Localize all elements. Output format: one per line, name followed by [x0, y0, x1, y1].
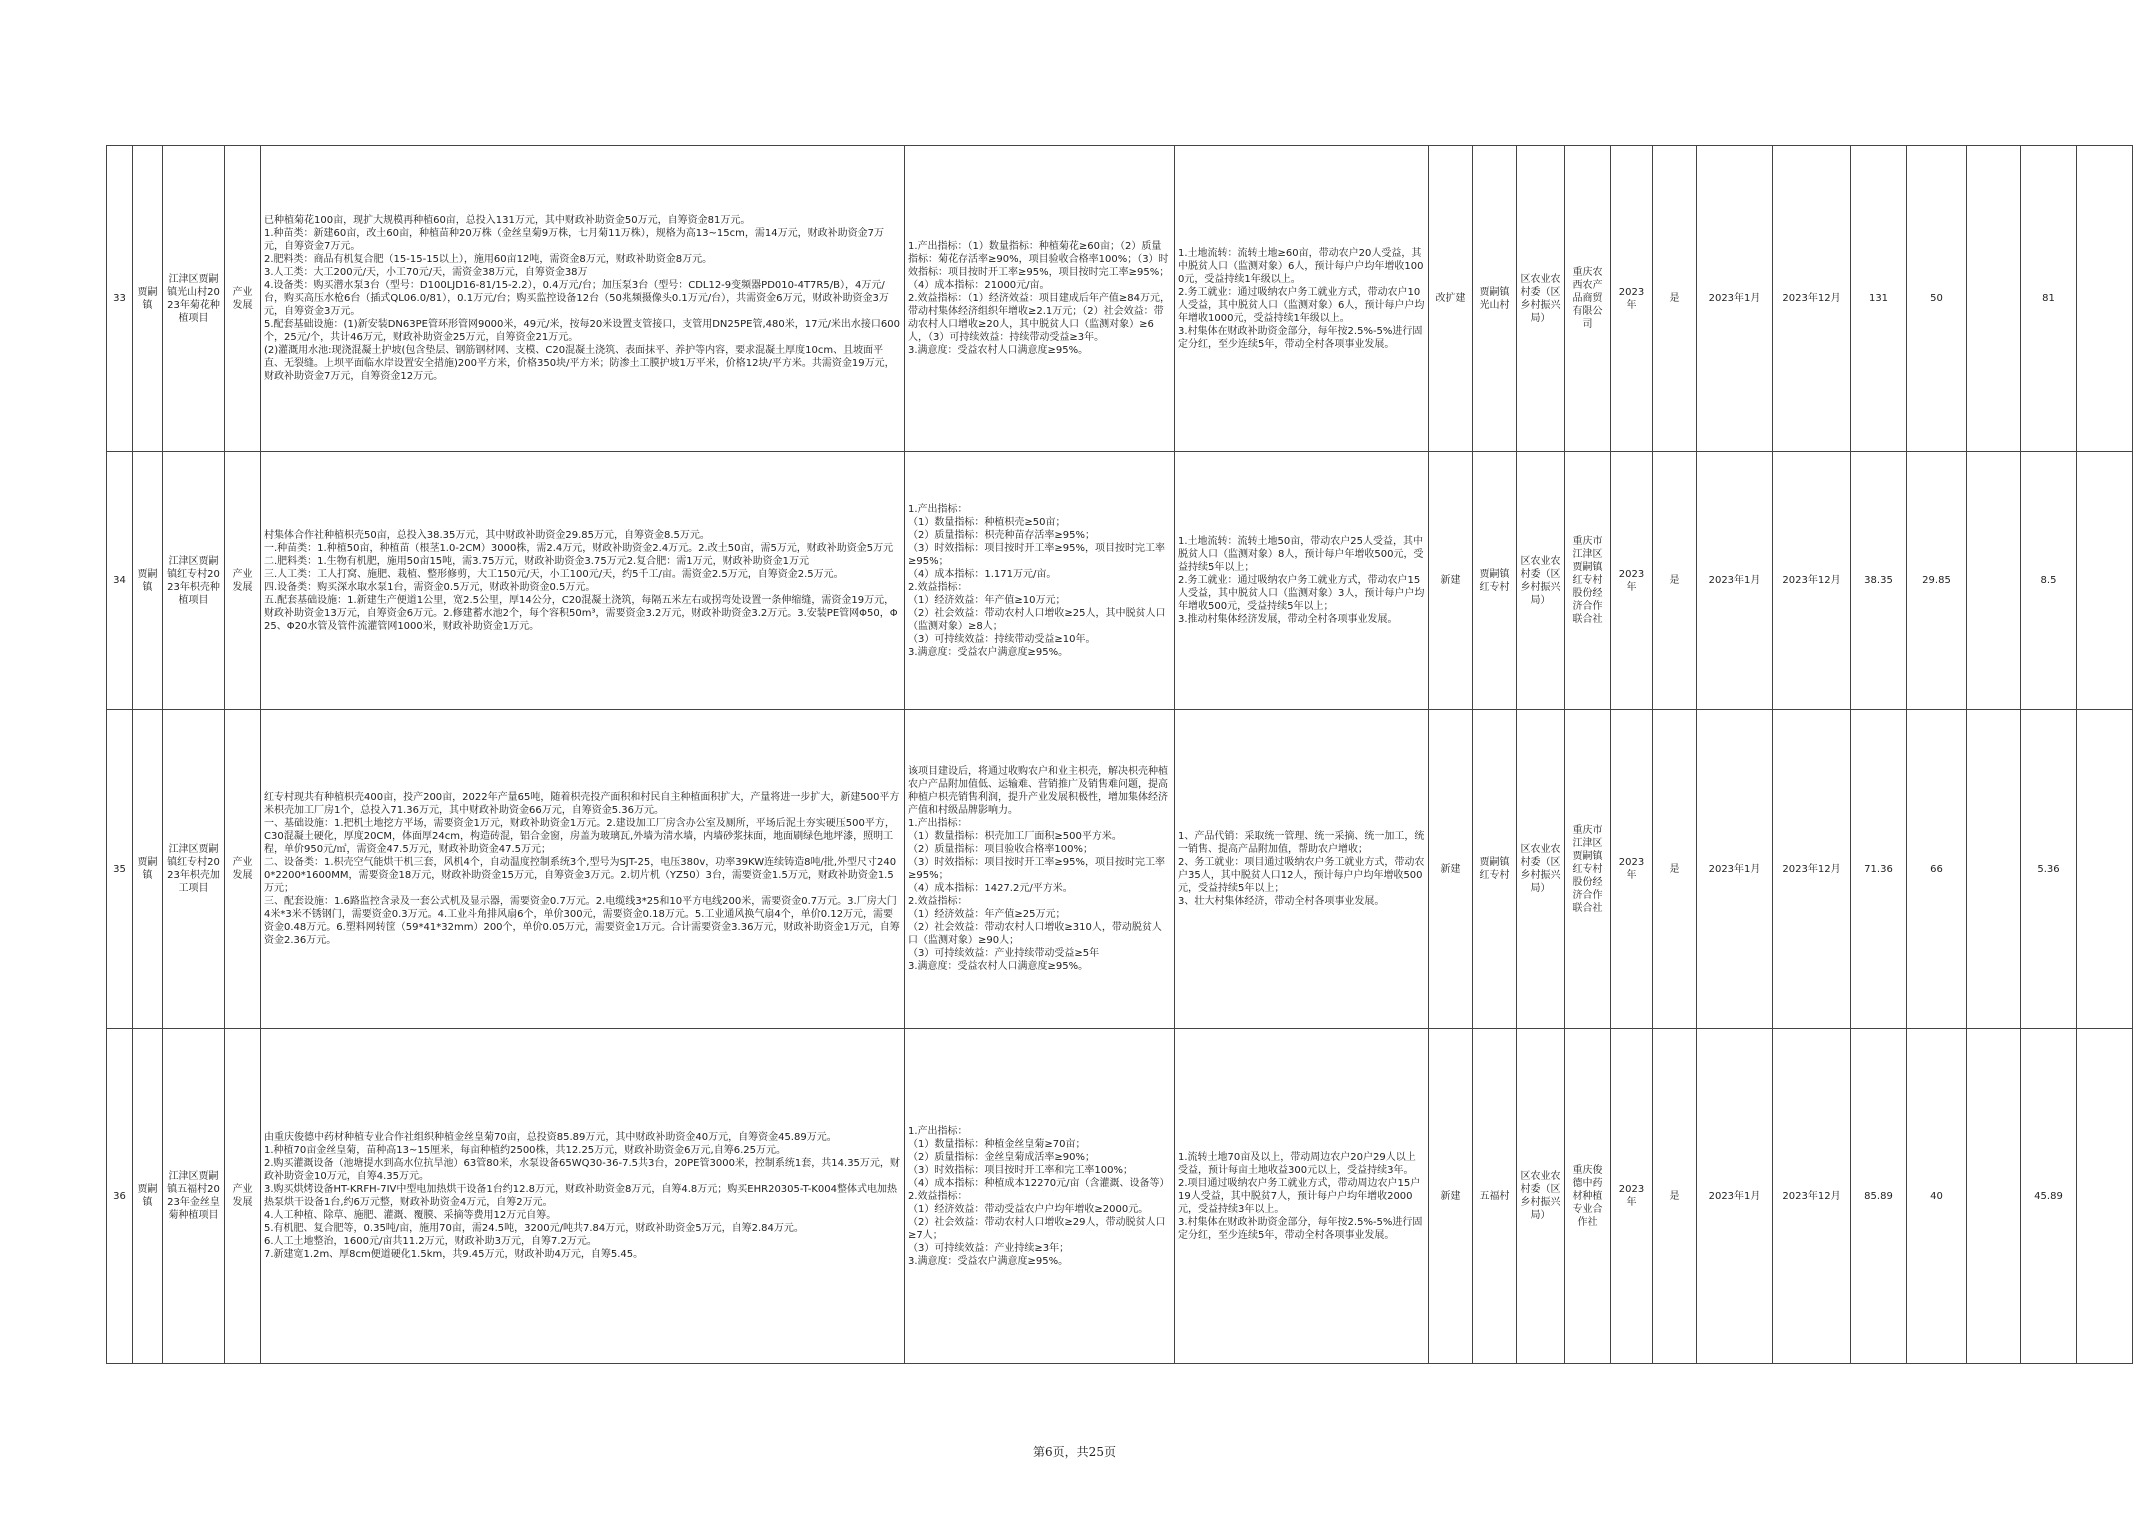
performance-target-cell: [905, 710, 1175, 1029]
project-name-cell: 江津区贾嗣镇五福村2023年金丝皇菊种植项目: [163, 1029, 225, 1364]
row-number: 35: [107, 710, 133, 1029]
table-row: [107, 710, 2133, 1029]
year-cell: 2023年: [1611, 452, 1653, 710]
town-text: 贾嗣镇: [137, 568, 158, 593]
remark-cell: [2077, 452, 2133, 710]
self-raised-cell: 45.89: [2021, 1029, 2077, 1364]
construction-content-text: 红专村现共有种植枳壳400亩，投产200亩，2022年产量65吨，随着枳壳投产面积和村民自主种植面积扩大，产量将进一步扩大，新建500平方米枳壳加工厂房1个，总投入71.36万元，其中财政补助资金66万元，自筹资金5.36万元。 一、基础设施：1.把机土地挖方平场，需要资金1万元，财政补助资金1万元。2.建设加工厂房含办公室及厕所，平场后泥土夯实硬压500平方，C30混凝土硬化，厚度20CM，体面厚24cm，构造砖混，铝合金窗，房盖为玻璃瓦,外墙为清水墙，内墙砂浆抹面，地面刷绿色地坪漆，照明工程，单价950元/㎡，需资金47.5万元，财政补助资金47.5万元； 二、设备类：1.枳壳空气能烘干机三套，风机4个，自动温度控制系统3个,型号为SJT-25，电压380v，功率39KW连续铸造8吨/批,外型尺寸2400*2200*1600MM，需要资金18万元，财政补助资金15万元，自筹资金3万元。2.切片机（YZ50）3台，需要资金1.5万元，财政补助资金1.5万元； 三、配套设施：1.6路监控含录及一套公式机及显示器，需要资金0.7万元。2.电缆线3*25和10平方电线200米，需要资金0.7万元。3.厂房大门4米*3米不锈钢门，需要资金0.3万元。4.工业斗角排风扇6个，单价300元，需要资金0.18万元。5.工业通风换气扇4个，单价0.12万元，需要资金0.48万元。6.塑料网转筐（59*41*32mm）200个，单价0.05万元，需要资金1万元。合计需要资金3.36万元，财政补助资金1万元，自筹资金2.36万元。: [264, 792, 900, 946]
row-number: 36: [107, 1029, 133, 1364]
end-date-cell: 2023年12月: [1773, 146, 1851, 452]
town-cell: [133, 1029, 163, 1364]
flag-cell: 是: [1653, 146, 1697, 452]
end-date-cell: 2023年12月: [1773, 1029, 1851, 1364]
construction-content-cell: [261, 710, 905, 1029]
owner-cell: 重庆市江津区贾嗣镇红专村股份经济合作联合社: [1565, 452, 1611, 710]
construction-nature-cell: 新建: [1429, 1029, 1473, 1364]
page-footer: 第6页，共25页: [1033, 1445, 1116, 1459]
benefit-mechanism-text: 1.土地流转：流转土地≥60亩，带动农户20人受益，其中脱贫人口（监测对象）6人，预计每户户均年增收1000元，受益持续1年级以上。 2.务工就业：通过吸纳农户务工就业方式，带动农户10人受益，其中脱贫人口（监测对象）6人，预计每户户均年增收1000元，受益持续1年级以上。 3.村集体在财政补助资金部分，每年按2.5%-5%进行固定分红，至少连续5年，带动全村各项事业发展。: [1178, 247, 1425, 350]
fiscal-fund-cell: 66: [1907, 710, 1967, 1029]
self-raised-cell: 8.5: [2021, 452, 2077, 710]
performance-target-cell: [905, 452, 1175, 710]
construction-nature-cell: 新建: [1429, 452, 1473, 710]
project-name-cell: 江津区贾嗣镇红专村2023年枳壳种植项目: [163, 452, 225, 710]
benefit-mechanism-cell: [1175, 146, 1429, 452]
construction-nature-cell: 改扩建: [1429, 146, 1473, 452]
fiscal-fund-cell: 40: [1907, 1029, 1967, 1364]
construction-content-cell: [261, 146, 905, 452]
self-raised-cell: 81: [2021, 146, 2077, 452]
construction-content-text: 由重庆俊德中药材种植专业合作社组织种植金丝皇菊70亩，总投资85.89万元，其中财政补助资金40万元，自筹资金45.89万元。 1.种植70亩金丝皇菊，苗种高13~15厘米，每亩种植约2500株，共12.25万元，财政补助资金6万元,自筹6.25万元。 2.购买灌溉设备（池塘提水到高水位抗旱池）63管80米，水泵设备65WQ30-36-7.5共3台，20PE管3000米，控制系统1套，共14.35万元，财政补助资金10万元，自筹4.35万元。 3.购买烘烤设备HT-KRFH-7IV中型电加热烘干设备1台约12.8万元，财政补助资金8万元，自筹4.8万元；购买EHR20305-T-K004整体式电加热热泵烘干设备1台,约6万元整，财政补助资金4万元，自筹2万元。 4.人工种植、除草、施肥、灌溉、覆膜、采摘等费用12万元自筹。 5.有机肥、复合肥等，0.35吨/亩，施用70亩，需24.5吨，3200元/吨共7.84万元，财政补助资金5万元，自筹2.84万元。 6.人工土地整治，1600元/亩共11.2万元，财政补助3万元，自筹7.2万元。 7.新建宽1.2m、厚8cm便道硬化1.5km，共9.45万元，财政补助4万元，自筹5.45。: [264, 1132, 900, 1260]
benefit-mechanism-cell: [1175, 1029, 1429, 1364]
row-number: 33: [107, 146, 133, 452]
construction-content-cell: [261, 1029, 905, 1364]
performance-target-cell: [905, 146, 1175, 452]
owner-cell: 重庆市江津区贾嗣镇红专村股份经济合作联合社: [1565, 710, 1611, 1029]
location-cell: 五福村: [1473, 1029, 1517, 1364]
benefit-mechanism-text: 1.土地流转：流转土地50亩，带动农户25人受益，其中脱贫人口（监测对象）8人，预计每户年增收500元，受益持续5年以上； 2.务工就业：通过吸纳农户务工就业方式，带动农户15人受益，其中脱贫人口（监测对象）3人，预计每户户均年增收500元，受益持续5年以上； 3.推动村集体经济发展，带动全村各项事业发展。: [1178, 536, 1425, 625]
department-cell: 区农业农村委（区乡村振兴局）: [1517, 452, 1565, 710]
year-cell: 2023年: [1611, 710, 1653, 1029]
table-row: [107, 452, 2133, 710]
start-date-cell: 2023年1月: [1697, 710, 1773, 1029]
total-investment-cell: 38.35: [1851, 452, 1907, 710]
fiscal-fund-cell: 29.85: [1907, 452, 1967, 710]
benefit-mechanism-text: 1、产品代销：采取统一管理、统一采摘、统一加工，统一销售、提高产品附加值，帮助农户增收； 2、务工就业：项目通过吸纳农户务工就业方式，带动农户35人，其中脱贫人口12人，预计每户户均年增收500元，受益持续5年以上； 3、壮大村集体经济，带动全村各项事业发展。: [1178, 831, 1425, 907]
performance-target-text: 该项目建设后，将通过收购农户和业主枳壳，解决枳壳种植农户产品附加值低、运输难、营销推广及销售难问题，提高种植户枳壳销售利润，提升产业发展积极性，增加集体经济产值和村级品牌影响力。 1.产出指标： （1）数量指标：枳壳加工厂面积≥500平方米。 （2）质量指标：项目验收合格率100%； （3）时效指标：项目按时开工率≥95%，项目按时完工率≥95%； （4）成本指标：1427.2元/平方米。 2.效益指标： （1）经济效益：年产值≥25万元； （2）社会效益：带动农村人口增收≥310人，带动脱贫人口（监测对象）≥90人； （3）可持续效益：产业持续带动受益≥5年 3.满意度：受益农村人口满意度≥95%。: [908, 766, 1168, 972]
benefit-mechanism-text: 1.流转土地70亩及以上，带动周边农户20户29人以上受益，预计每亩土地收益300元以上，受益持续3年。 2.项目通过吸纳农户务工就业方式，带动周边农户15户19人受益，其中脱贫7人，预计每户户均年增收2000元，受益持续3年以上。 3.村集体在财政补助资金部分，每年按2.5%-5%进行固定分红，至少连续5年，带动全村各项事业发展。: [1178, 1151, 1423, 1241]
benefit-mechanism-cell: [1175, 452, 1429, 710]
department-cell: 区农业农村委（区乡村振兴局）: [1517, 710, 1565, 1029]
year-cell: 2023年: [1611, 146, 1653, 452]
project-type-cell: 产业发展: [225, 710, 261, 1029]
start-date-cell: 2023年1月: [1697, 1029, 1773, 1364]
flag-cell: 是: [1653, 1029, 1697, 1364]
project-name-cell: 江津区贾嗣镇光山村2023年菊花种植项目: [163, 146, 225, 452]
performance-target-text: 1.产出指标：（1）数量指标：种植菊花≥60亩；（2）质量指标：菊花存活率≥90%，项目验收合格率100%；（3）时效指标：项目按时开工率≥95%，项目按时完工率≥95%；（4）成本指标：21000元/亩。 2.效益指标：（1）经济效益：项目建成后年产值≥84万元，带动村集体经济组织年增收≥2.1万元；（2）社会效益：带动农村人口增收≥20人，其中脱贫人口（监测对象）≥6人，（3）可持续效益：持续带动受益≥3年。 3.满意度：受益农村人口满意度≥95%。: [908, 241, 1171, 356]
other-fund-cell: [1967, 710, 2021, 1029]
town-text: 贾嗣镇: [137, 1184, 158, 1208]
town-text: 贾嗣镇: [137, 286, 158, 311]
other-fund-cell: [1967, 1029, 2021, 1364]
table-row: [107, 146, 2133, 452]
fiscal-fund-cell: 50: [1907, 146, 1967, 452]
remark-cell: [2077, 710, 2133, 1029]
performance-target-text: 1.产出指标： （1）数量指标：种植枳壳≥50亩； （2）质量指标：枳壳种苗存活率≥95%； （3）时效指标：项目按时开工率≥95%，项目按时完工率≥95%； （4）成本指标：1.171万元/亩。 2.效益指标： （1）经济效益：年产值≥10万元； （2）社会效益：带动农村人口增收≥25人，其中脱贫人口（监测对象）≥8人； （3）可持续效益：持续带动受益≥10年。 3.满意度：受益农户满意度≥95%。: [908, 503, 1166, 658]
other-fund-cell: [1967, 452, 2021, 710]
department-cell: 区农业农村委（区乡村振兴局）: [1517, 1029, 1565, 1364]
department-cell: 区农业农村委（区乡村振兴局）: [1517, 146, 1565, 452]
performance-target-text: 1.产出指标： （1）数量指标：种植金丝皇菊≥70亩； （2）质量指标：金丝皇菊成活率≥90%； （3）时效指标：项目按时开工率和完工率100%； （4）成本指标：种植成本12270元/亩（含灌溉、设备等） 2.效益指标： （1）经济效益：带动受益农户户均年增收≥2000元。 （2）社会效益：带动农村人口增收≥29人，带动脱贫人口≥7人； （3）可持续效益：产业持续≥3年； 3.满意度：受益农户满意度≥95%。: [908, 1125, 1170, 1267]
owner-cell: 重庆农西农产品商贸有限公司: [1565, 146, 1611, 452]
end-date-cell: 2023年12月: [1773, 710, 1851, 1029]
location-cell: 贾嗣镇红专村: [1473, 710, 1517, 1029]
self-raised-cell: 5.36: [2021, 710, 2077, 1029]
total-investment-cell: 85.89: [1851, 1029, 1907, 1364]
flag-cell: 是: [1653, 710, 1697, 1029]
project-type-cell: 产业发展: [225, 146, 261, 452]
project-type-cell: 产业发展: [225, 452, 261, 710]
construction-content-text: 村集体合作社种植枳壳50亩，总投入38.35万元，其中财政补助资金29.85万元，自筹资金8.5万元。 一.种苗类：1.种植50亩，种植苗（根茎1.0-2CM）3000株，需2.4万元，财政补助资金2.4万元。2.改土50亩，需5万元，财政补助资金5万元 二.肥料类：1.生物有机肥，施用50亩15吨，需3.75万元，财政补助资金3.75万元2.复合肥：需1万元，财政补助资金1万元 三.人工类：工人打窝、施肥、栽植、整形修剪，大工150元/天，小工100元/天，约5千工/亩。需资金2.5万元，自筹资金2.5万元。 四.设备类：购买深水取水泵1台，需资金0.5万元，财政补助资金0.5万元。 五.配套基础设施：1.新建生产便道1公里，宽2.5公里，厚14公分，C20混凝土浇筑，每隔五米左右或拐弯处设置一条伸缩缝，需资金19万元，财政补助资金13万元，自筹资金6万元。2.修建蓄水池2个，每个容积50m³，需要资金3.2万元，财政补助资金3.2万元。3.安装PE管网Φ50，Φ25、Φ20水管及管件流灌管网1000米，财政补助资金1万元。: [264, 529, 898, 632]
remark-cell: [2077, 1029, 2133, 1364]
construction-nature-cell: 新建: [1429, 710, 1473, 1029]
location-cell: 贾嗣镇红专村: [1473, 452, 1517, 710]
project-table: [106, 145, 2133, 1364]
row-number: 34: [107, 452, 133, 710]
benefit-mechanism-cell: [1175, 710, 1429, 1029]
owner-cell: 重庆俊德中药材种植专业合作社: [1565, 1029, 1611, 1364]
other-fund-cell: [1967, 146, 2021, 452]
end-date-cell: 2023年12月: [1773, 452, 1851, 710]
year-cell: 2023年: [1611, 1029, 1653, 1364]
flag-cell: 是: [1653, 452, 1697, 710]
table-row: [107, 1029, 2133, 1364]
construction-content-text: 已种植菊花100亩，现扩大规模再种植60亩，总投入131万元，其中财政补助资金50万元，自筹资金81万元。 1.种苗类：新建60亩，改土60亩，种植苗种20万株（金丝皇菊9万株，七月菊11万株），规格为高13~15cm，需14万元，财政补助资金7万元，自筹资金7万元。 2.肥料类：商品有机复合肥（15-15-15以上），施用60亩12吨，需资金8万元，财政补助资金8万元。 3.人工类：大工200元/天，小工70元/天，需资金38万元，自筹资金38万 4.设备类：购买潜水泵3台（型号：D100LJD16-81/15-2.2），0.4万元/台；加压泵3台（型号：CDL12-9变频器PD010-4T7R5/B），4万元/台，购买高压水枪6台（插式QL06.0/81），0.1万元/台；购买监控设备12台（50兆频摄像头0.1万元/台），共需资金6万元，财政补助资金3万元，自筹资金3万元。 5.配套基础设施：(1)新安装DN63PE管环形管网9000米，49元/米，按每20米设置支管接口，支管用DN25PE管,480米，17元/米出水接口600个，25元/个，共计46万元，财政补助资金25万元，自筹资金21万元。 (2)灌溉用水池:现浇混凝土护坡(包含垫层、钢筋钢材网、支模、C20混凝土浇筑、表面抹平、养护等内容，要求混凝土厚度10cm、且坡面平直、无裂缝。上坝平面临水岸设置安全措施)200平方米，价格350块/平方米；防渗土工膜护坡1万平米，价格12块/平方米。共需资金19万元，财政补助资金7万元，自筹资金12万元。: [264, 215, 900, 382]
project-name-cell: 江津区贾嗣镇红专村2023年枳壳加工项目: [163, 710, 225, 1029]
construction-content-cell: [261, 452, 905, 710]
project-type-cell: 产业发展: [225, 1029, 261, 1364]
town-cell: [133, 710, 163, 1029]
start-date-cell: 2023年1月: [1697, 146, 1773, 452]
town-text: 贾嗣镇: [137, 857, 158, 881]
total-investment-cell: 131: [1851, 146, 1907, 452]
town-cell: [133, 452, 163, 710]
town-cell: [133, 146, 163, 452]
start-date-cell: 2023年1月: [1697, 452, 1773, 710]
total-investment-cell: 71.36: [1851, 710, 1907, 1029]
remark-cell: [2077, 146, 2133, 452]
location-cell: 贾嗣镇光山村: [1473, 146, 1517, 452]
performance-target-cell: [905, 1029, 1175, 1364]
